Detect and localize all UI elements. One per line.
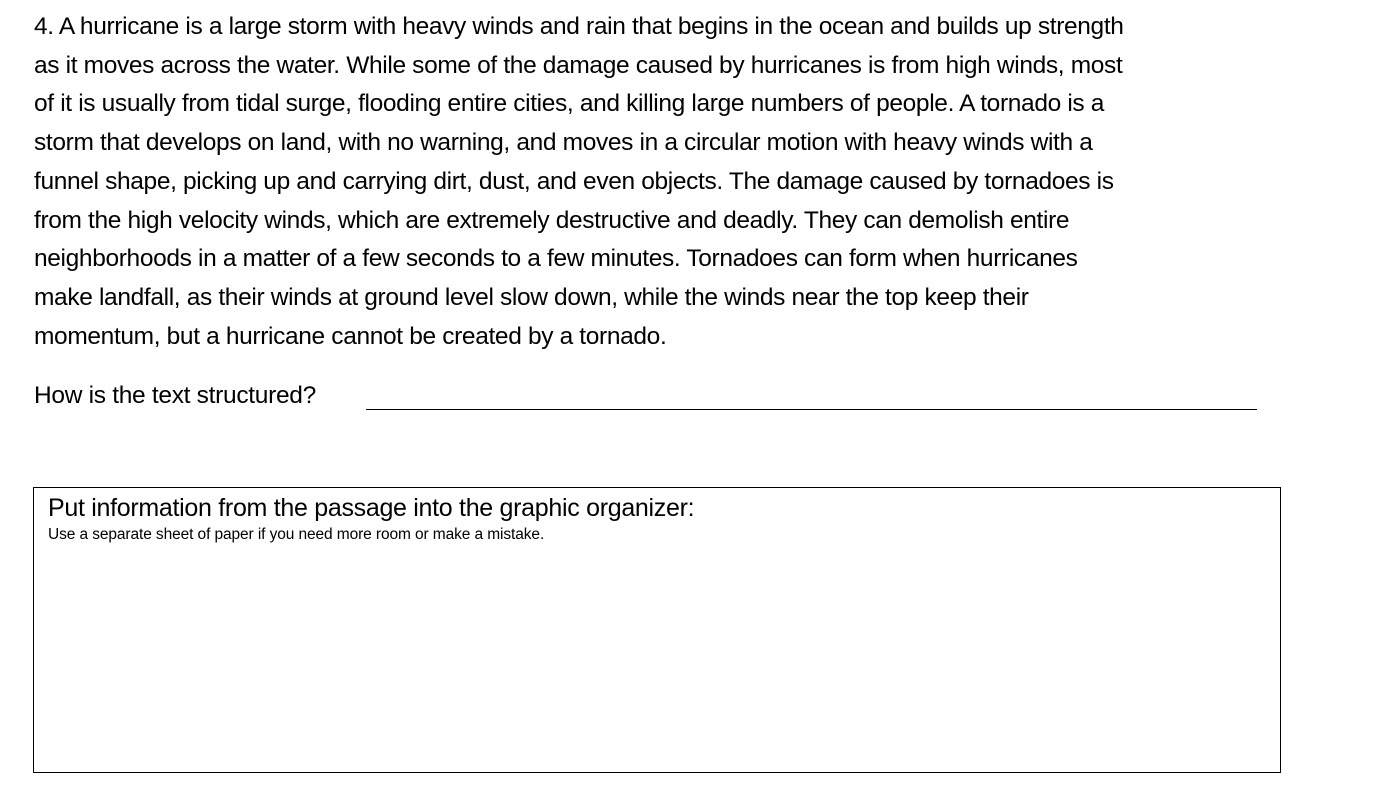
organizer-writing-area[interactable]	[34, 550, 1280, 772]
passage-line-8: make landfall, as their winds at ground level slow down, while the winds near the top keep their	[34, 283, 1029, 311]
passage-line-2: as it moves across the water. While some of the damage caused by hurricanes is from high winds, most	[34, 51, 1123, 79]
reading-passage	[34, 8, 1294, 356]
passage-line-6: from the high velocity winds, which are extremely destructive and deadly. They can demolish entire	[34, 206, 1070, 234]
passage-line-3: of it is usually from tidal surge, flooding entire cities, and killing large numbers of people. A tornado is a	[34, 90, 1105, 118]
passage-line-4: storm that develops on land, with no warning, and moves in a circular motion with heavy winds with a	[34, 129, 1093, 157]
passage-line-1: 4. A hurricane is a large storm with heavy winds and rain that begins in the ocean and builds up strength	[34, 13, 1124, 40]
passage-line-9: momentum, but a hurricane cannot be created by a tornado.	[34, 322, 667, 350]
passage-line-5: funnel shape, picking up and carrying dirt, dust, and even objects. The damage caused by tornadoes is	[34, 167, 1114, 195]
passage-line-7: neighborhoods in a matter of a few seconds to a few minutes. Tornadoes can form when hurricanes	[34, 245, 1078, 273]
answer-blank[interactable]	[366, 409, 1257, 410]
organizer-title: Put information from the passage into the graphic organizer:	[48, 494, 695, 522]
question-prompt: How is the text structured?	[34, 382, 316, 409]
organizer-note: Use a separate sheet of paper if you need more room or make a mistake.	[48, 526, 545, 543]
graphic-organizer-box	[33, 487, 1281, 773]
